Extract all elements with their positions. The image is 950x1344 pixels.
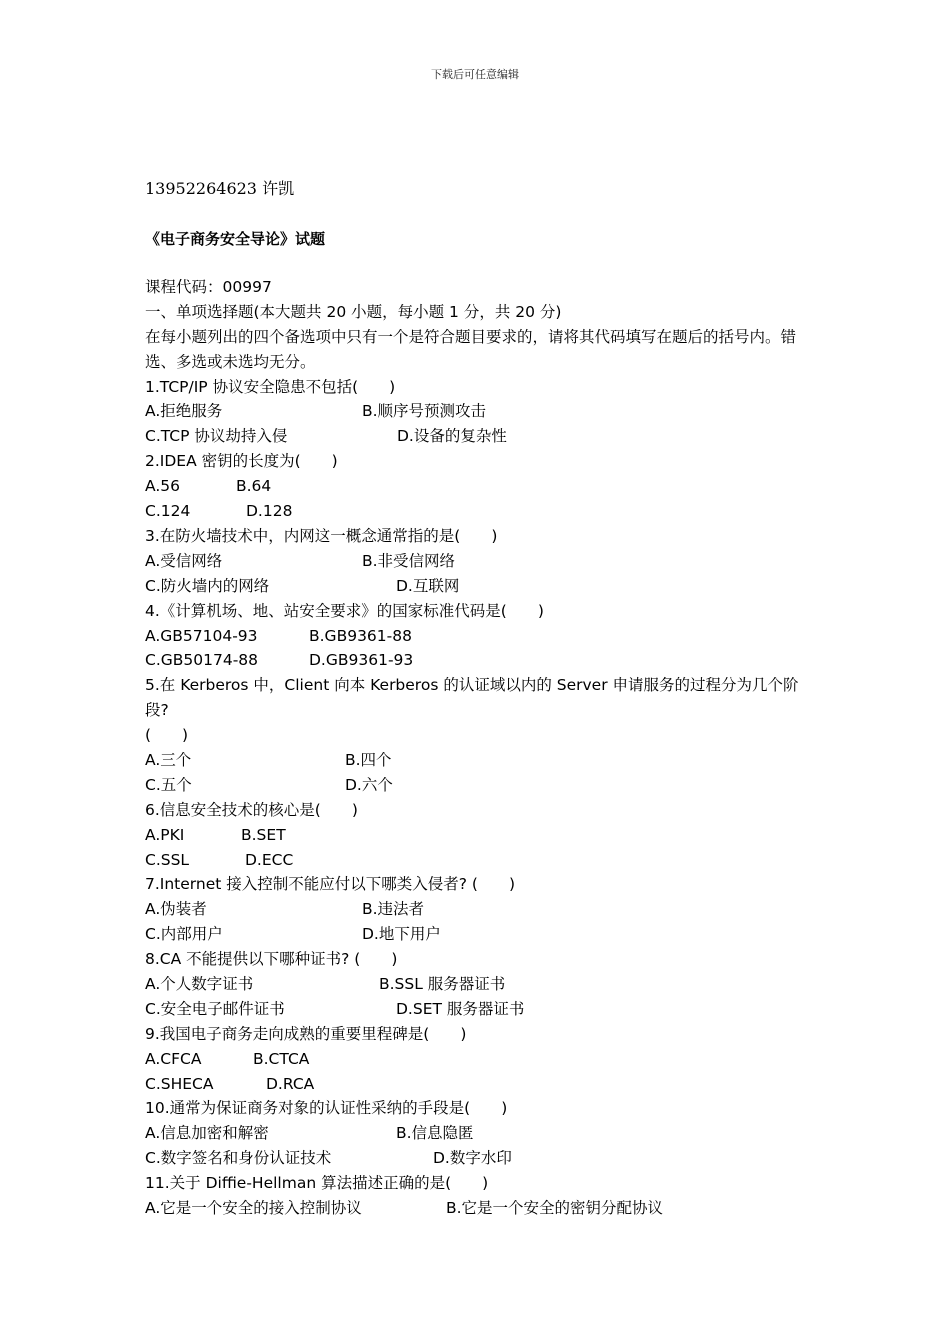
question-stem: 5.在 Kerberos 中，Client 向本 Kerberos 的认证域以内的 Server 申请服务的过程分为几个阶段?	[145, 676, 799, 720]
page-header-note: 下载后可任意编辑	[431, 68, 519, 81]
option-row	[145, 399, 815, 424]
option-row	[145, 549, 815, 574]
contact-line: 13952264623 许凯	[145, 179, 295, 198]
question-stem: 1.TCP/IP 协议安全隐患不包括( )	[145, 377, 396, 396]
option-c: C.SSL	[145, 850, 190, 869]
option-c: C.五个	[145, 775, 192, 794]
option-d: D.128	[246, 502, 293, 521]
option-row	[145, 499, 815, 524]
option-a: A.受信网络	[145, 551, 223, 570]
option-d: D.互联网	[396, 576, 460, 595]
option-d: D.RCA	[266, 1074, 315, 1093]
question-stem: 8.CA 不能提供以下哪种证书? ( )	[145, 950, 398, 969]
instructions: 在每小题列出的四个备选项中只有一个是符合题目要求的，请将其代码填写在题后的括号内。错选、多选或未选均无分。	[145, 327, 797, 371]
option-row	[145, 773, 815, 798]
option-row	[145, 848, 815, 873]
option-a: A.拒绝服务	[145, 402, 223, 421]
option-d: D.GB9361-93	[309, 651, 414, 670]
option-c: C.TCP 协议劫持入侵	[145, 427, 288, 446]
question-stem: 7.Internet 接入控制不能应付以下哪类入侵者? ( )	[145, 875, 516, 894]
option-row	[145, 997, 815, 1022]
option-row	[145, 972, 815, 997]
option-a: A.PKI	[145, 825, 185, 844]
option-row	[145, 823, 815, 848]
option-b: B.CTCA	[253, 1049, 310, 1068]
option-a: A.GB57104-93	[145, 626, 258, 645]
option-a: A.个人数字证书	[145, 975, 254, 993]
option-b: B.SET	[241, 825, 286, 844]
option-b: B.它是一个安全的密钥分配协议	[446, 1199, 664, 1218]
option-d: D.数字水印	[433, 1149, 512, 1168]
option-b: B.非受信网络	[362, 551, 456, 570]
option-a: A.伪装者	[145, 900, 207, 919]
option-d: D.SET 服务器证书	[396, 999, 525, 1018]
question-stem: 2.IDEA 密钥的长度为( )	[145, 452, 338, 471]
option-row	[145, 748, 815, 773]
option-row	[145, 1121, 815, 1146]
course-code: 课程代码：00997	[145, 278, 272, 296]
option-b: B.违法者	[362, 900, 425, 919]
question-stem: 11.关于 Diffie-Hellman 算法描述正确的是( )	[145, 1174, 489, 1193]
option-b: B.四个	[345, 750, 392, 769]
section-heading: 一、单项选择题(本大题共 20 小题，每小题 1 分，共 20 分)	[145, 302, 562, 321]
option-row	[145, 574, 815, 599]
document-title: 《电子商务安全导论》试题	[145, 230, 326, 248]
option-d: D.六个	[345, 775, 393, 794]
option-d: D.地下用户	[362, 925, 441, 944]
option-c: C.数字签名和身份认证技术	[145, 1149, 332, 1168]
option-b: B.GB9361-88	[309, 626, 412, 645]
option-b: B.64	[236, 477, 272, 496]
question-stem: 10.通常为保证商务对象的认证性采纳的手段是( )	[145, 1099, 508, 1118]
option-c: C.124	[145, 502, 191, 521]
option-row	[145, 897, 815, 922]
question-stem: 6.信息安全技术的核心是( )	[145, 800, 358, 819]
option-c: C.安全电子邮件证书	[145, 999, 285, 1018]
option-c: C.GB50174-88	[145, 651, 259, 670]
option-c: C.内部用户	[145, 925, 223, 944]
question-stem-blank: ( )	[145, 726, 189, 745]
exam-body	[145, 275, 815, 1221]
option-c: C.防火墙内的网络	[145, 576, 270, 595]
option-a: A.信息加密和解密	[145, 1124, 269, 1143]
question-stem: 9.我国电子商务走向成熟的重要里程碑是( )	[145, 1024, 467, 1043]
option-d: D.ECC	[245, 850, 294, 869]
option-row	[145, 624, 815, 649]
option-row	[145, 1072, 815, 1097]
question-stem: 3.在防火墙技术中，内网这一概念通常指的是( )	[145, 526, 498, 545]
option-b: B.顺序号预测攻击	[362, 402, 487, 421]
option-b: B.SSL 服务器证书	[379, 975, 506, 993]
option-row	[145, 922, 815, 947]
option-row	[145, 474, 815, 499]
option-a: A.56	[145, 477, 180, 496]
option-a: A.CFCA	[145, 1049, 202, 1068]
option-row	[145, 1146, 815, 1171]
question-stem: 4.《计算机场、地、站安全要求》的国家标准代码是( )	[145, 601, 544, 620]
option-row	[145, 1196, 815, 1221]
option-b: B.信息隐匿	[396, 1124, 474, 1143]
option-row	[145, 1047, 815, 1072]
option-d: D.设备的复杂性	[397, 427, 507, 446]
option-row	[145, 648, 815, 673]
option-row	[145, 424, 815, 449]
option-a: A.它是一个安全的接入控制协议	[145, 1199, 362, 1218]
option-c: C.SHECA	[145, 1074, 214, 1093]
option-a: A.三个	[145, 750, 192, 769]
